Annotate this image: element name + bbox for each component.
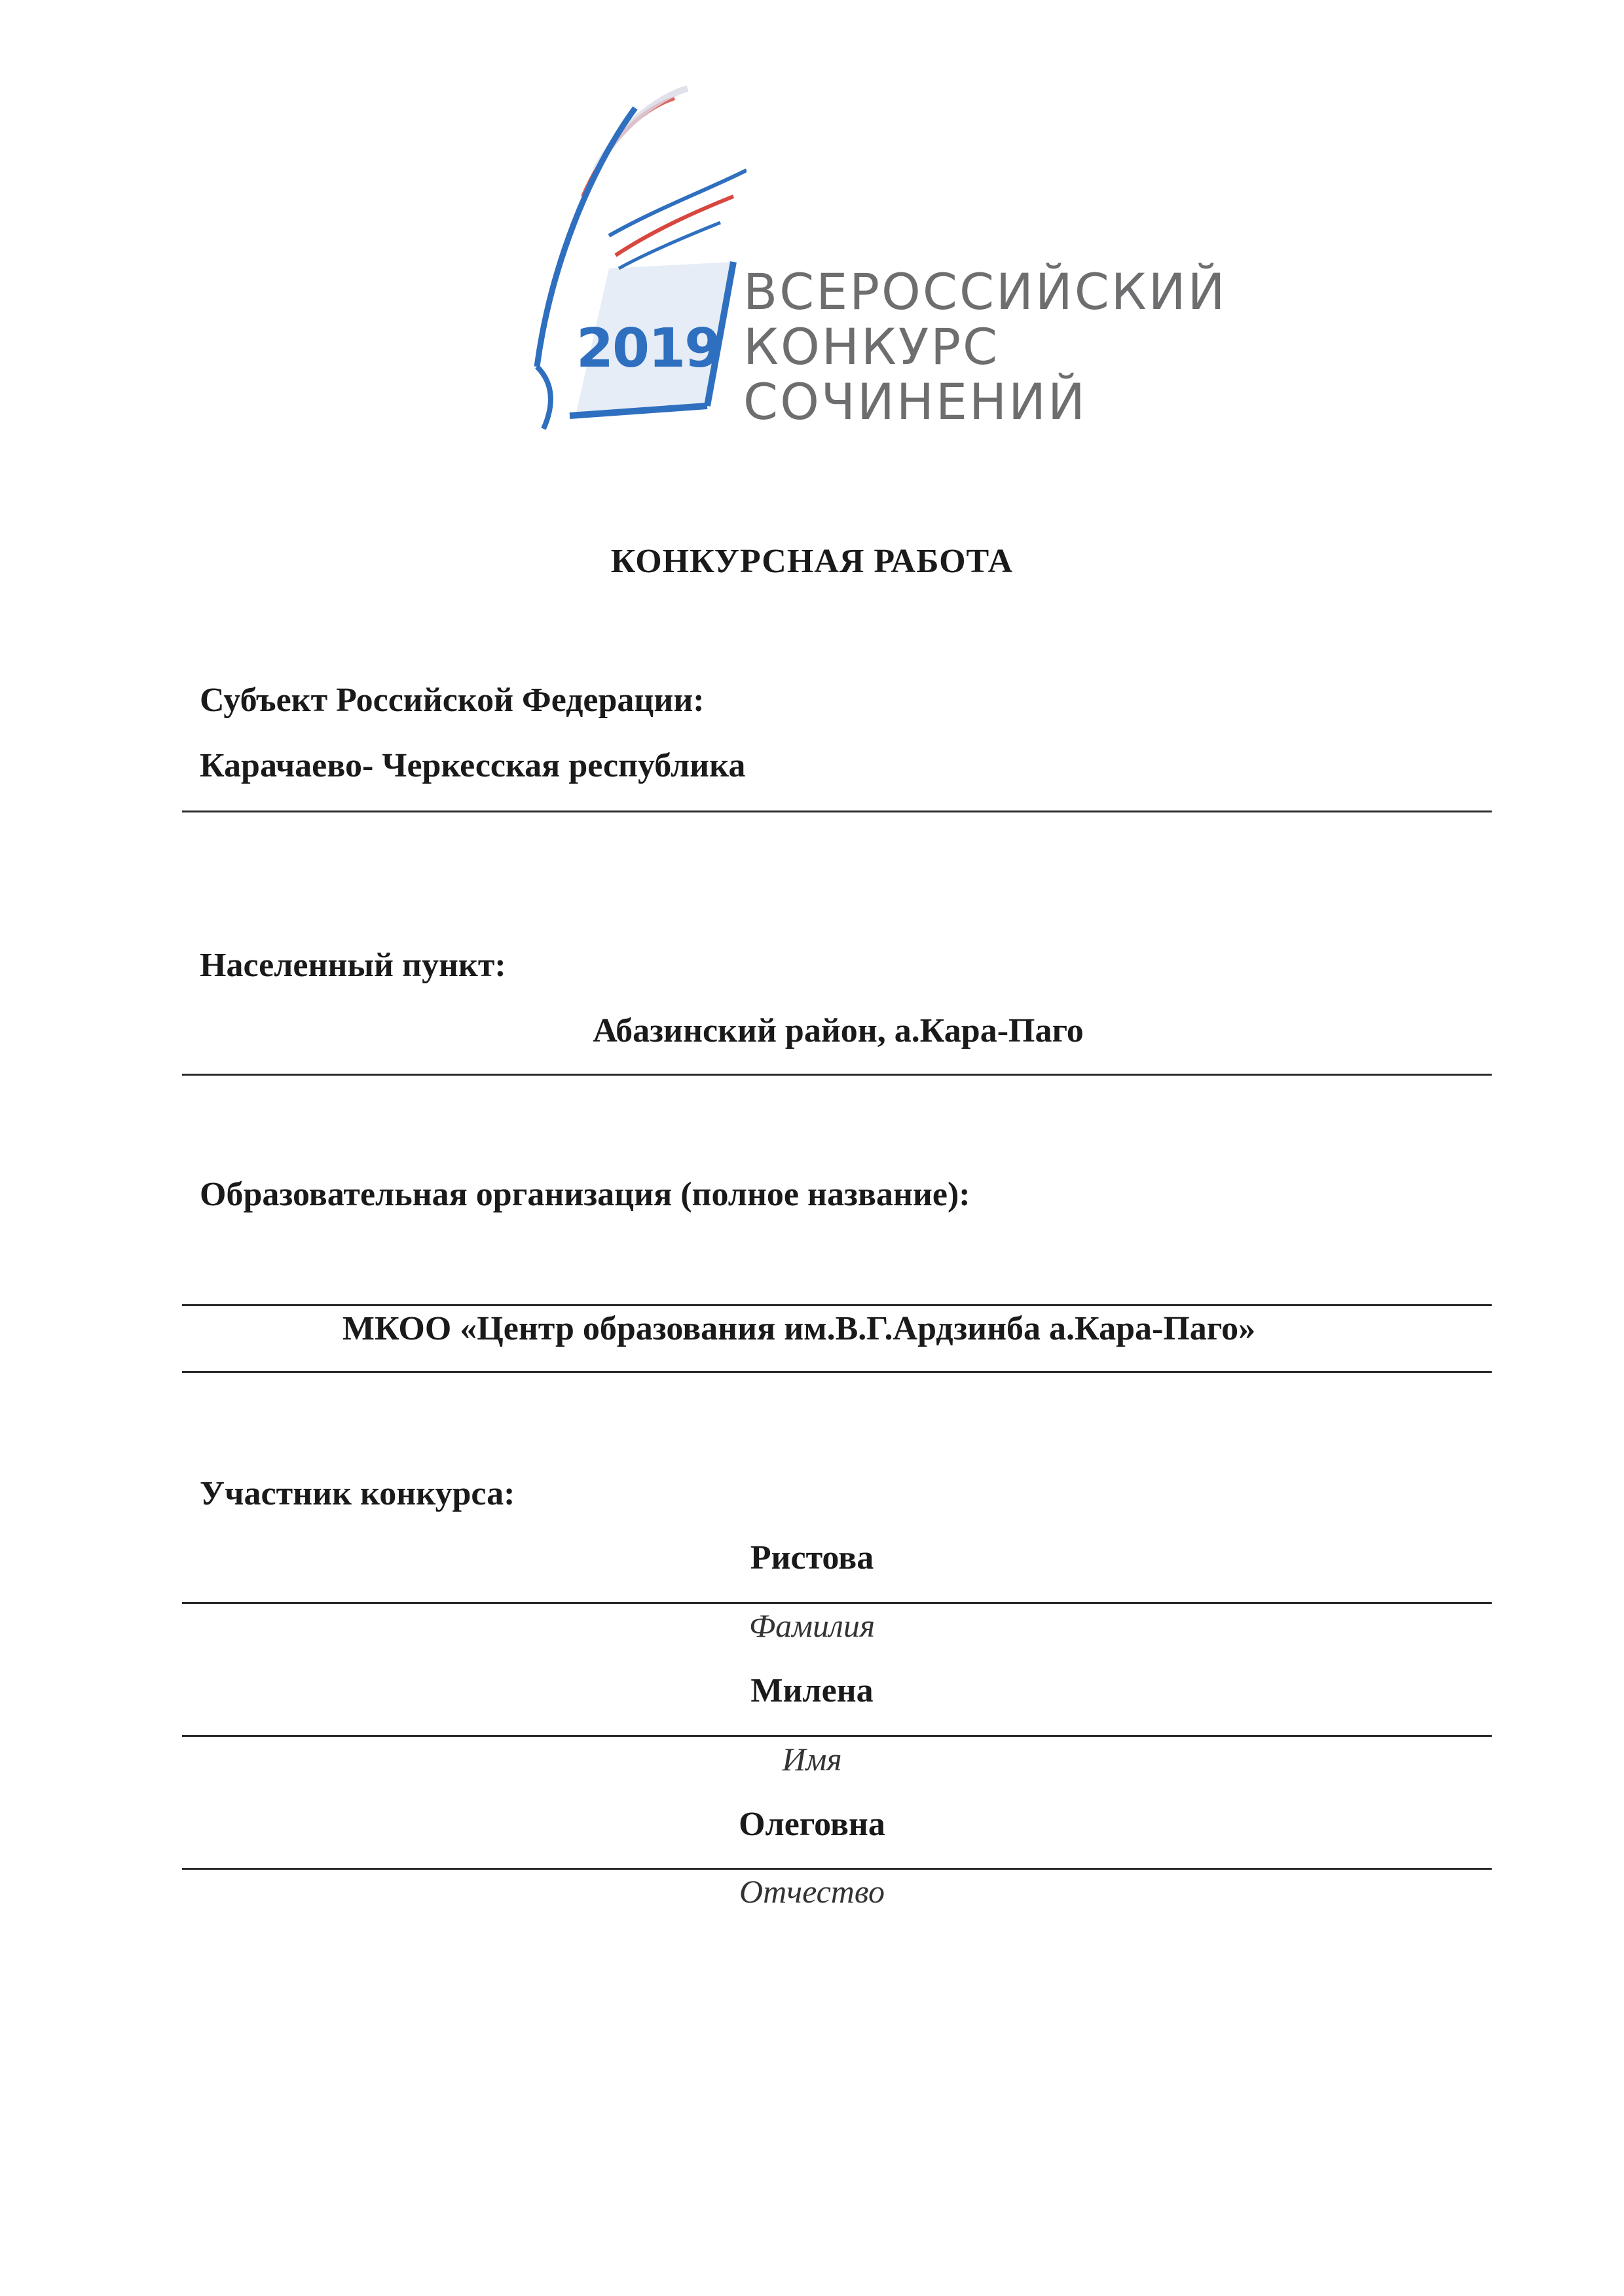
name-underline (182, 1735, 1492, 1737)
logo-line-1: ВСЕРОССИЙСКИЙ (743, 263, 1227, 321)
org-label: Образовательная организация (полное название): (200, 1176, 970, 1213)
participant-label: Участник конкурса: (200, 1475, 515, 1512)
org-value: МКОО «Центр образования им.В.Г.Ардзинба а.Кара-Паго» (342, 1310, 1256, 1347)
patronymic-caption: Отчество (739, 1873, 885, 1910)
logo-line-2: КОНКУРС (743, 318, 1000, 376)
document-title: КОНКУРСНАЯ РАБОТА (610, 543, 1014, 580)
surname-underline (182, 1602, 1492, 1604)
patronymic-value: Олеговна (739, 1806, 885, 1843)
region-label: Субъект Российской Федерации: (200, 682, 705, 719)
logo-year: 2019 (576, 318, 721, 380)
patronymic-underline (182, 1868, 1492, 1870)
locality-underline (182, 1074, 1492, 1076)
contest-logo-icon (511, 72, 747, 439)
name-caption: Имя (782, 1741, 842, 1777)
surname-caption: Фамилия (748, 1607, 876, 1644)
org-underline-top (182, 1304, 1492, 1306)
surname-value: Ристова (750, 1539, 874, 1576)
org-underline-bottom (182, 1371, 1492, 1373)
name-value: Милена (750, 1672, 874, 1709)
region-underline (182, 811, 1492, 812)
locality-label: Населенный пункт: (200, 947, 506, 984)
logo-line-3: СОЧИНЕНИЙ (743, 373, 1087, 431)
region-value: Карачаево- Черкесская республика (200, 747, 746, 784)
locality-value: Абазинский район, а.Кара-Паго (593, 1012, 1084, 1049)
